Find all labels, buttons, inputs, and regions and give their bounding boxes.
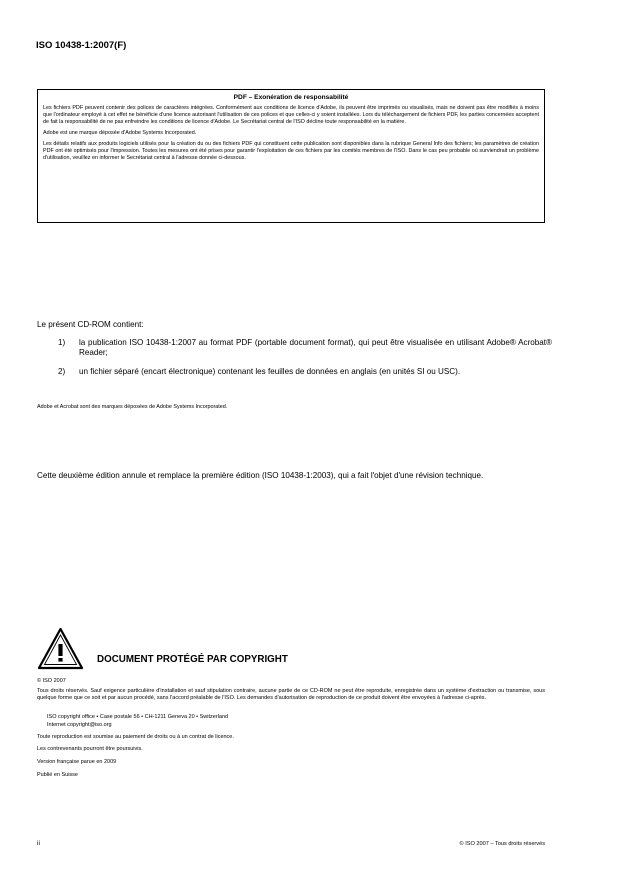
- copyright-line-prosecution: Les contrevenants pourront être poursuivis.: [37, 746, 143, 752]
- disclaimer-paragraph-trademark: Adobe est une marque déposée d'Adobe Systems Incorporated.: [43, 130, 197, 137]
- cdrom-list-item: [58, 338, 552, 360]
- cdrom-list-item: [58, 367, 552, 389]
- copyright-line-version: Version française parue en 2009: [37, 759, 117, 765]
- page-number: ii: [37, 840, 40, 847]
- list-item-text: un fichier séparé (encart électronique) contenant les feuilles de données en anglais (en unités SI ou USC).: [79, 367, 461, 376]
- list-item-text: la publication ISO 10438-1:2007 au format PDF (portable document format), qui peut être visualisée en utilisant Adobe® Acrobat® Reader;: [79, 338, 552, 357]
- list-item-number: 1): [58, 338, 66, 347]
- document-number: ISO 10438-1:2007(F): [36, 40, 127, 51]
- copyright-line-published: Publié en Suisse: [37, 772, 78, 778]
- footer-rights: © ISO 2007 – Tous droits réservés: [459, 841, 545, 847]
- pdf-disclaimer-box: [37, 89, 545, 223]
- copyright-line-fees: Toute reproduction est soumise au paiement de droits ou à un contrat de licence.: [37, 734, 234, 740]
- copyright-address: ISO copyright office • Case postale 56 • CH-1211 Geneva 20 • Switzerland: [47, 714, 229, 720]
- warning-triangle-icon: [37, 627, 84, 670]
- copyright-internet: Internet copyright@iso.org: [47, 722, 112, 728]
- cdrom-intro: Le présent CD-ROM contient:: [37, 320, 144, 329]
- copyright-year: © ISO 2007: [37, 678, 66, 684]
- copyright-heading: DOCUMENT PROTÉGÉ PAR COPYRIGHT: [97, 654, 288, 665]
- trademark-note: Adobe et Acrobat sont des marques déposées de Adobe Systems Incorporated.: [37, 404, 228, 410]
- disclaimer-title: PDF – Exonération de responsabilité: [233, 94, 349, 101]
- disclaimer-paragraph-fonts: Les fichiers PDF peuvent contenir des polices de caractères intégrées. Conformément aux conditions de licence d'Adobe, ils peuvent être imprimés ou visualisés, mais ne doivent pas être modifiés à moins que l'ordinateur employé à cet effet ne bénéficie d'une licence autorisant l'utilisation de ces polices et que celles-ci y soient installées. Lors du téléchargement de fichiers PDF, les parties concernées acceptent de fait la responsabilité de ne pas enfreindre les conditions de licence d'Adobe. Le Secrétariat central de l'ISO décline toute responsabilité en la matière.: [43, 105, 539, 126]
- list-item-number: 2): [58, 367, 66, 376]
- copyright-rights-text: Tous droits réservés. Sauf exigence particulière d'installation et sauf stipulation contraire, aucune partie de ce CD-ROM ne peut être reproduite, enregistrée dans un système d'extraction ou transmise, sous quelque forme que ce soit et par aucun procédé, sans l'accord préalable de l'ISO. Les demandes d'autorisation de reproduction de ce produit doivent être envoyées à l'adresse ci-après.: [37, 688, 545, 702]
- disclaimer-paragraph-software: Les détails relatifs aux produits logiciels utilisés pour la création du ou des fichiers PDF qui constituent cette publication sont disponibles dans la rubrique General Info des fichiers; les paramètres de création PDF ont été optimisés pour l'impression. Toutes les mesures ont été prises pour garantir l'exploitation de ces fichiers par les comités membres de l'ISO. Dans le cas peu probable où surviendrait un problème d'utilisation, veuillez en informer le Secrétariat central à l'adresse donnée ci-dessous.: [43, 141, 539, 162]
- edition-note: Cette deuxième édition annule et remplace la première édition (ISO 10438-1:2003), qui a fait l'objet d'une révision technique.: [37, 471, 484, 480]
